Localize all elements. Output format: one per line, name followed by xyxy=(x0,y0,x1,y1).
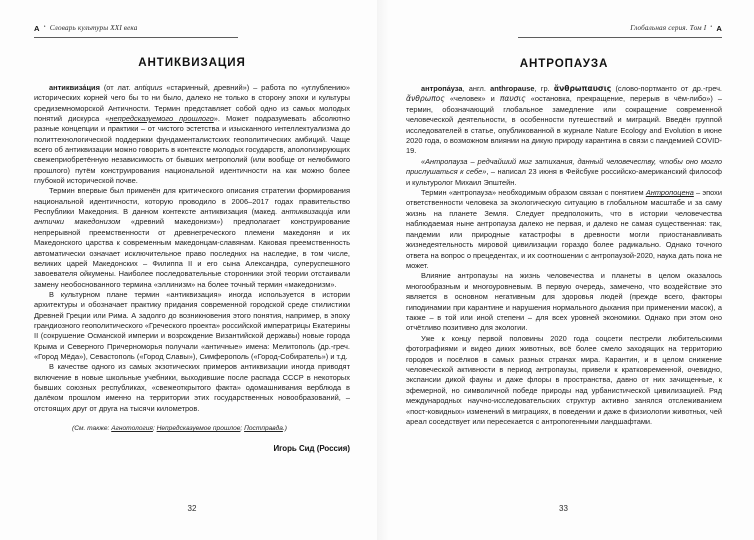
see-also-suffix: .) xyxy=(282,425,287,432)
paragraph xyxy=(406,271,722,333)
text-run: «старинный, древний») – работа по «углублению» исторических корней чего бы то ни было, далеко не только в сторону эпохи и культуры средиземноморской Античности. Термин представляет собой одно из самых молодых понятий дискурса « xyxy=(34,83,350,124)
text-run: Влияние антропаузы на жизнь человечества и планеты в целом оказалось многообразным и многоуровневым. В первую очередь, замечено, что воздействие это является в основном негативным для здоровья людей (прежде всего, факторы гиподинамии при карантине и нарушения нормального дыхания при применении масок), а также – в той или иной степени – для всех уровней экономики. Однако при этом оно отчётливо позитивно для экологии. xyxy=(406,271,722,333)
see-also-line xyxy=(34,425,350,432)
text-run: – эпохи ответственности человека за экологическую ситуацию в глобальном масштабе и за саму жизнь на планете Земля. Следует предположить, что в истории человечества наблюдаемая ныне антропауза далеко не первая, и далеко не самая существенная: так, пандемии или природные катастрофы в древности могли приостанавливать жизнедеятельность мировой цивилизации гораздо более радикально. Однако точного ответа на вопрос о прецедентах, и их соотношении с антропаузой-2020, наука дать пока не может. xyxy=(406,188,722,270)
paragraph xyxy=(406,334,722,428)
headword: антропа́уза xyxy=(421,84,463,93)
running-head-letter: А xyxy=(716,23,722,33)
headword: антиквиза́ция xyxy=(49,83,100,92)
running-head-title: Словарь культуры XXI века xyxy=(49,24,138,32)
running-head-letter: А xyxy=(34,23,40,33)
greek-term: ἄνθρωπος xyxy=(406,94,445,104)
italic-term: antiquus xyxy=(134,83,163,92)
see-also-link[interactable]: Постправда xyxy=(244,425,283,432)
paragraph xyxy=(406,157,722,188)
paragraph xyxy=(34,186,350,289)
text-run: Термин впервые был применён для критического описания стратегии формирования национальной идентичности, которую проводило в 2006–2017 годах правительство Республики Македония. В данном контексте антиквизация (макед. xyxy=(34,186,350,217)
headword: anthropause xyxy=(490,84,535,93)
text-run: , – написал 23 июня в Фейсбуке российско-американский философ и культуролог Михаил Эпштейн. xyxy=(406,167,722,187)
entry-author: Игорь Сид (Россия) xyxy=(273,444,350,453)
folio-right: 33 xyxy=(559,504,568,513)
running-head-title: Глобальная серия. Том I xyxy=(630,24,707,32)
page-title-antikvizaciya: АНТИКВИЗАЦИЯ xyxy=(138,56,246,69)
header-rule-left xyxy=(34,37,238,38)
running-head-right xyxy=(406,22,722,34)
paragraph xyxy=(406,84,722,157)
text-run: В качестве одного из самых экзотических примеров антиквизации иногда приводят включение в новые школьные учебники, выходившие после распада СССР в некоторых бывших союзных республиках, «свежеоткрытого факта» одомашнивания верблюда в далёком прошлом именно на территории этих государственных новообразований, – отстоящих друг от друга на тысячи километров. xyxy=(34,362,350,413)
text-run: «человек» и xyxy=(444,94,500,104)
text-run: Термин «антропауза» необходимым образом связан с понятием xyxy=(421,188,646,198)
text-run: (слово-портманто от др.-греч. xyxy=(611,84,722,93)
text-run: , англ. xyxy=(462,84,491,93)
text-run: «остановка, прекращение, перерыв в чём-либо») – термин, обозначающий глобальное замедление или сокращение современной человеческой деятельности, в особенности путешествий и миграций. Введён группой исследователей в статье, опубликованной в журнале Nature Ecology and Evolution в июне 2020 года, о возможном влиянии на дикую природу карантина в связи с пандемией COVID-19. xyxy=(406,94,723,156)
text-run: , гр. xyxy=(534,84,554,93)
greek-term: ἄνθρωπαυσις xyxy=(553,84,612,93)
see-also-link[interactable]: Агнотология xyxy=(111,425,153,432)
header-rule-right xyxy=(518,37,722,38)
paragraph xyxy=(34,362,350,414)
greek-term: παυσις xyxy=(499,94,526,104)
text-run: Уже к концу первой половины 2020 года соцсети пестрели любительскими фотографиями и видео диких животных, всё более смело заходящих на территорию городов и посёлков в самых разных странах мира. Карантин, и в целом снижение человеческой активности в период антропаузы, привели к кратковременной, очевидно, экспансии дикой фауны и даже флоры в пространства, давно от них зачищенные, к эфемерной, но символичной победе природы над урбанистической цивилизацией. Ряд международных научно-исследовательских структур активно занялся отслеживанием «пост-ковидных» изменений в миграциях, в поведении и даже в физиологии животных, чей ареал соседствует или пересекается с антропогенными ландшафтами. xyxy=(406,333,722,426)
see-also-prefix: (См. также: xyxy=(72,425,112,432)
page-right xyxy=(377,0,754,540)
cross-reference-term: непредсказуемого прошлого xyxy=(109,114,214,124)
text-run: ». Может подразумевать абсолютно разные концепции и практики – от чистого эстетства и изысканного интеллектуализма до политтехнологической поддержки фундаменталистских геополитических амбиций. Чаще всего об антиквизации можно говорить в контексте молодых государств, апологизирующих свежеприобретённую независимость от бывших метрополий (или вообще от нелюбимого прошлого) путём конструирования национальной идентичности на как можно более глубокой исторической почве. xyxy=(34,114,351,186)
italic-term: антички македонизом xyxy=(34,217,121,227)
running-head-bullet: • xyxy=(43,24,46,30)
see-also-separator: ; xyxy=(152,425,157,432)
text-run: «древний македонизм») предполагает конструирование непрерывной преемственности от древнегреческого племени македонян и их Македонского царства к современным македонцам-славянам. Каковая преемственность автоматически означает исключительное право последних на наследие, в том числе, великих царей Македонских – Филиппа II и его сына Александра, суперуспешного завоевателя ойкумены. Наиболее последовательные сторонники этой теории отстаивали замену необоснованного термина «эллинизм» на более точный термин «македонизм». xyxy=(34,217,351,289)
entry-body-right xyxy=(406,84,722,427)
see-also-separator: ; xyxy=(240,425,245,432)
italic-term: антиквизациjа xyxy=(281,207,334,217)
page-title-antropauza: АНТРОПАУЗА xyxy=(519,57,609,70)
entry-body-left xyxy=(34,83,350,414)
text-run: или xyxy=(333,207,350,217)
see-also-link[interactable]: Непредсказуемое прошлое xyxy=(156,425,241,432)
paragraph xyxy=(406,188,722,271)
running-head-left xyxy=(34,22,350,34)
text-run: (от лат. xyxy=(99,83,135,92)
paragraph xyxy=(34,83,350,186)
paragraph xyxy=(34,290,350,362)
cross-reference-term: Антропоцена xyxy=(645,188,694,198)
folio-left: 32 xyxy=(187,504,197,513)
italic-term: «Антропауза – редчайший миг затихания, данный человечеству, чтобы оно могло прислушаться к себе» xyxy=(406,156,722,177)
text-run: В культурном плане термин «антиквизация» иногда используется в истории архитектуры и обозначает практику придания современной городской среде стилистики Древней Греции или Рима. А задолго до возникновения этого понятия, например, в эпоху грандиозного геополитического «Греческого проекта» российской императрицы Екатерины II (сокрушение Османской империи и возрождение Византийской державы) новые города Крыма и Северного Причерноморья получали «античные» имена: Мелитополь (др.-греч. «Город Мёда»), Севастополь («Город Славы»), Симферополь («Город-Собиратель») и т.д. xyxy=(34,289,350,361)
running-head-bullet: • xyxy=(710,24,713,30)
